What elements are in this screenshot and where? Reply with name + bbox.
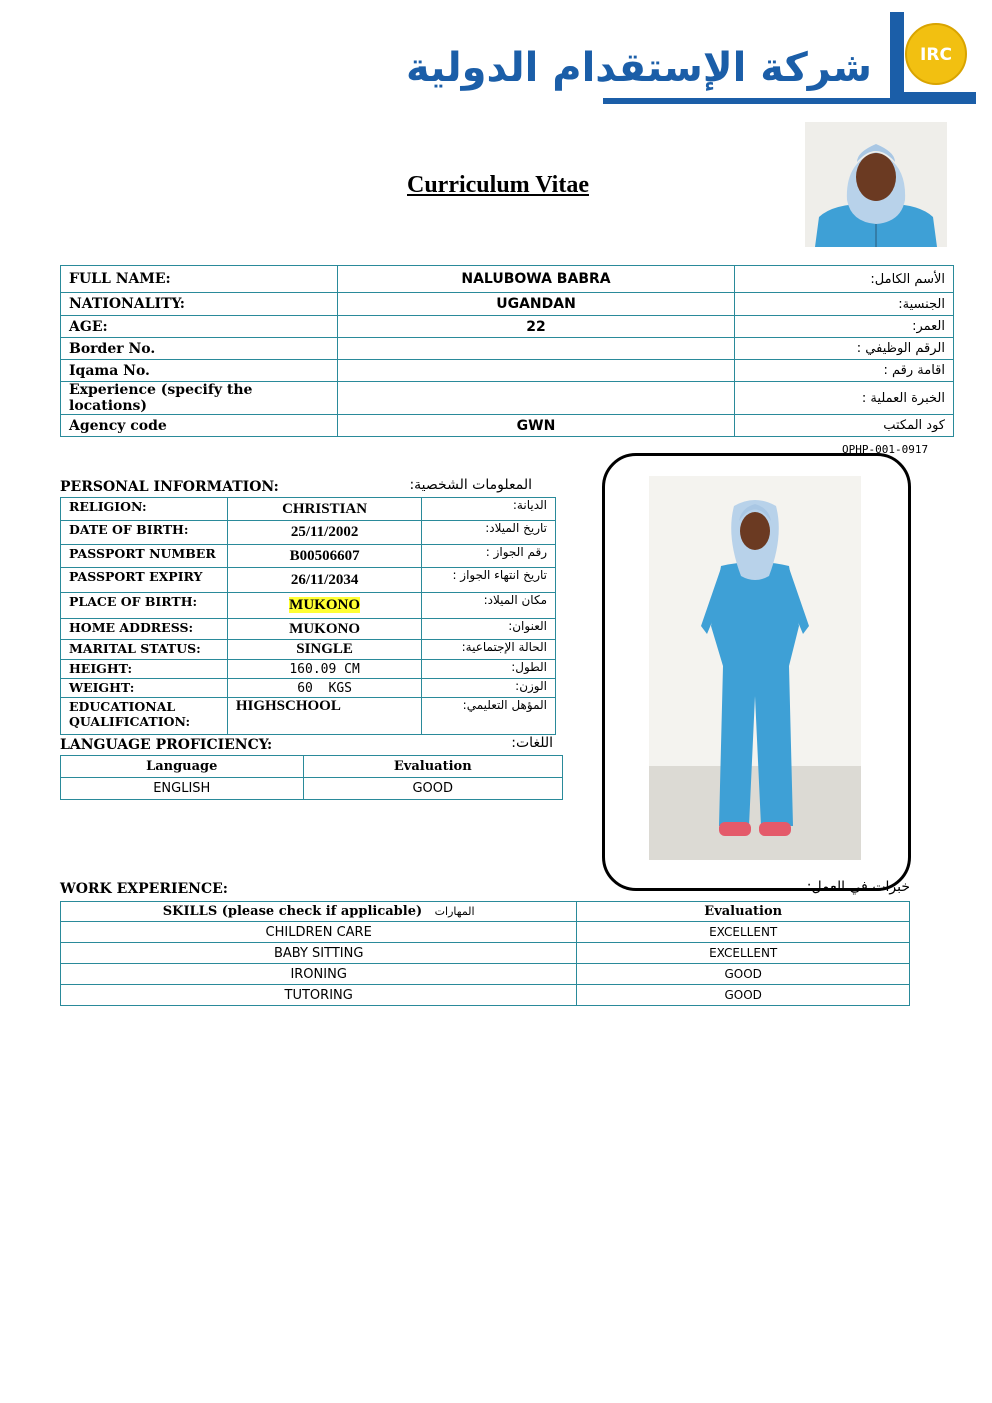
work-heading: WORK EXPERIENCE:	[60, 881, 228, 897]
personal-row	[61, 545, 556, 568]
personal-arabic: الحالة الإجتماعية:	[422, 640, 556, 660]
summary-row	[61, 382, 954, 415]
summary-label: Iqama No.	[61, 360, 338, 382]
personal-arabic: تاريخ الميلاد:	[422, 521, 556, 545]
personal-value: CHRISTIAN	[227, 498, 422, 521]
personal-arabic: مكان الميلاد:	[422, 593, 556, 619]
summary-label: Border No.	[61, 338, 338, 360]
summary-value	[337, 382, 735, 415]
summary-label: NATIONALITY:	[61, 293, 338, 316]
summary-row	[61, 316, 954, 338]
personal-arabic: رقم الجواز :	[422, 545, 556, 568]
skills-table	[60, 901, 910, 1006]
skill-name: CHILDREN CARE	[61, 922, 577, 943]
skills-evaluation-header: Evaluation	[577, 902, 910, 922]
personal-arabic: الطول:	[422, 660, 556, 679]
logo-underline	[603, 98, 903, 104]
skill-name: TUTORING	[61, 985, 577, 1006]
summary-row	[61, 338, 954, 360]
summary-row	[61, 415, 954, 437]
personal-info-table	[60, 497, 556, 735]
personal-arabic: الوزن:	[422, 679, 556, 698]
personal-row	[61, 619, 556, 640]
personal-label: HEIGHT:	[61, 660, 228, 679]
personal-value: HIGHSCHOOL	[227, 698, 422, 735]
language-col-header: Language	[61, 756, 304, 778]
summary-arabic: الجنسية:	[735, 293, 954, 316]
summary-value: GWN	[337, 415, 735, 437]
summary-row	[61, 293, 954, 316]
summary-label: Agency code	[61, 415, 338, 437]
skills-header-row	[61, 902, 910, 922]
summary-row	[61, 360, 954, 382]
skill-evaluation: GOOD	[577, 985, 910, 1006]
language-row	[61, 778, 563, 800]
language-name: ENGLISH	[61, 778, 304, 800]
personal-row	[61, 660, 556, 679]
summary-arabic: كود المكتب	[735, 415, 954, 437]
logo-initials: IRC	[920, 45, 952, 65]
language-heading: LANGUAGE PROFICIENCY:	[60, 737, 273, 753]
personal-value: MUKONO	[227, 619, 422, 640]
personal-value: SINGLE	[227, 640, 422, 660]
summary-value: NALUBOWA BABRA	[337, 266, 735, 293]
company-logo-mark	[876, 12, 976, 106]
summary-label: AGE:	[61, 316, 338, 338]
personal-value: 26/11/2034	[227, 568, 422, 593]
portrait-photo	[805, 122, 947, 247]
personal-arabic: تاريخ انتهاء الجواز :	[422, 568, 556, 593]
personal-value-cell	[227, 593, 422, 619]
summary-label: FULL NAME:	[61, 266, 338, 293]
summary-arabic: اقامة رقم :	[735, 360, 954, 382]
personal-label: MARITAL STATUS:	[61, 640, 228, 660]
language-table	[60, 755, 563, 800]
personal-value: 25/11/2002	[227, 521, 422, 545]
evaluation-col-header: Evaluation	[303, 756, 562, 778]
skill-row	[61, 943, 910, 964]
personal-label: RELIGION:	[61, 498, 228, 521]
personal-arabic: الديانة:	[422, 498, 556, 521]
personal-row	[61, 679, 556, 698]
summary-label: Experience (specify the locations)	[61, 382, 338, 415]
personal-arabic: المؤهل التعليمي:	[422, 698, 556, 735]
summary-arabic: الأسم الكامل:	[735, 266, 954, 293]
personal-arabic: العنوان:	[422, 619, 556, 640]
summary-value: UGANDAN	[337, 293, 735, 316]
summary-value	[337, 360, 735, 382]
language-header-row	[61, 756, 563, 778]
skill-evaluation: EXCELLENT	[577, 943, 910, 964]
personal-value: 60 KGS	[227, 679, 422, 698]
personal-row	[61, 498, 556, 521]
skill-row	[61, 985, 910, 1006]
skill-row	[61, 964, 910, 985]
skills-col-header: SKILLS (please check if applicable)	[162, 904, 423, 919]
company-logo-arabic: شركة الإستقدام الدولية	[406, 45, 872, 91]
document-title: Curriculum Vitae	[407, 172, 589, 198]
personal-info-heading-arabic: المعلومات الشخصية:	[409, 477, 532, 493]
reference-code: OPHP-001-0917	[842, 443, 929, 456]
personal-label: DATE OF BIRTH:	[61, 521, 228, 545]
skill-name: IRONING	[61, 964, 577, 985]
personal-value: B00506607	[227, 545, 422, 568]
language-heading-arabic: اللغات:	[511, 735, 553, 751]
skills-col-header-cell	[61, 902, 577, 922]
skill-evaluation: GOOD	[577, 964, 910, 985]
personal-label: PASSPORT EXPIRY	[61, 568, 228, 593]
skill-evaluation: EXCELLENT	[577, 922, 910, 943]
personal-label: PASSPORT NUMBER	[61, 545, 228, 568]
language-evaluation: GOOD	[303, 778, 562, 800]
personal-value: MUKONO	[289, 597, 360, 613]
personal-row	[61, 640, 556, 660]
summary-table	[60, 265, 954, 437]
personal-row	[61, 593, 556, 619]
personal-label: EDUCATIONAL QUALIFICATION:	[61, 698, 228, 735]
personal-label: PLACE OF BIRTH:	[61, 593, 228, 619]
personal-row	[61, 521, 556, 545]
summary-value: 22	[337, 316, 735, 338]
summary-value	[337, 338, 735, 360]
personal-label: WEIGHT:	[61, 679, 228, 698]
summary-arabic: العمر:	[735, 316, 954, 338]
summary-arabic: الرقم الوظيفي :	[735, 338, 954, 360]
personal-row	[61, 568, 556, 593]
summary-arabic: الخبرة العملية :	[735, 382, 954, 415]
skill-name: BABY SITTING	[61, 943, 577, 964]
summary-row	[61, 266, 954, 293]
work-heading-arabic: خبرات في العمل:	[806, 879, 910, 895]
personal-value: 160.09 CM	[227, 660, 422, 679]
skill-row	[61, 922, 910, 943]
full-body-photo	[649, 476, 861, 860]
personal-row	[61, 698, 556, 735]
skills-col-header-arabic: المهارات	[434, 905, 475, 918]
personal-info-heading: PERSONAL INFORMATION:	[60, 479, 279, 495]
personal-label: HOME ADDRESS:	[61, 619, 228, 640]
